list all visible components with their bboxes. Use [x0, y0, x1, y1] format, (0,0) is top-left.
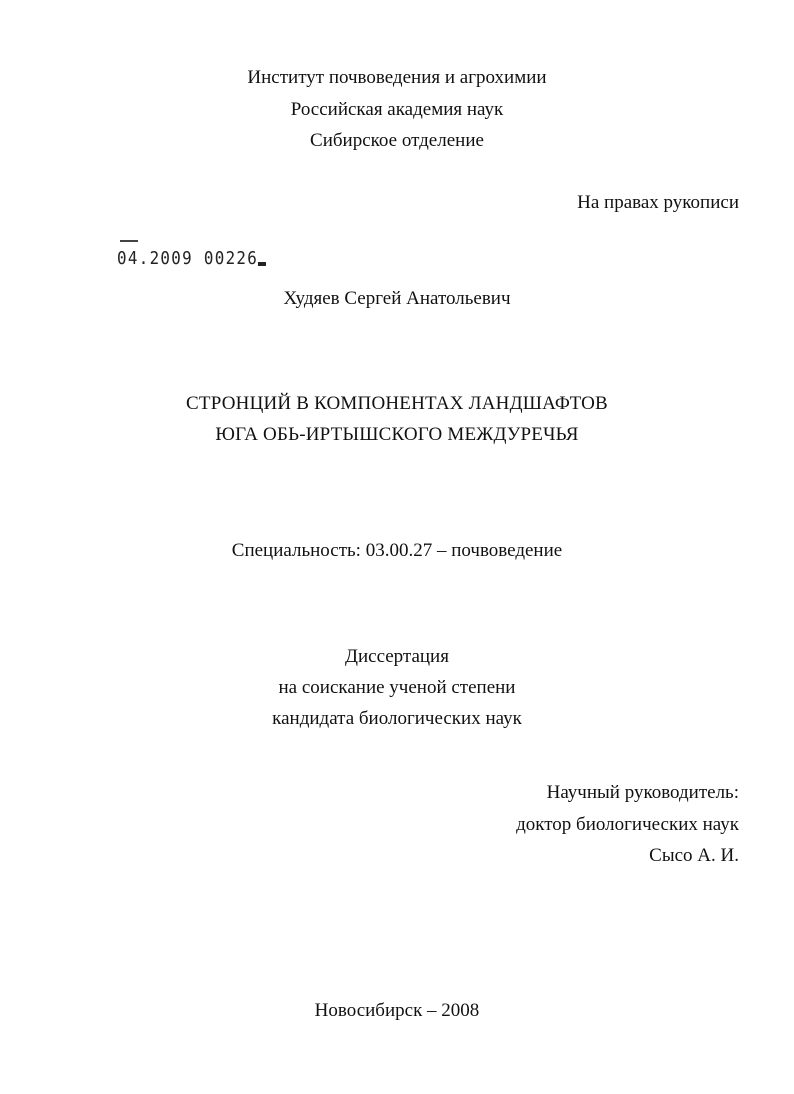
- academy-name: Российская академия наук: [290, 99, 504, 120]
- specialty: Специальность: 03.00.27 – почвоведение: [231, 540, 563, 561]
- dissertation-title-line-2: ЮГА ОБЬ-ИРТЫШСКОГО МЕЖДУРЕЧЬЯ: [215, 424, 579, 445]
- supervisor-degree: доктор биологических наук: [516, 814, 739, 835]
- supervisor-label: Научный руководитель:: [546, 782, 739, 803]
- dissertation-label: Диссертация: [345, 646, 449, 667]
- author-name: Худяев Сергей Анатольевич: [283, 288, 511, 309]
- manuscript-note: На правах рукописи: [577, 192, 739, 213]
- registration-stamp: 04.2009 00226: [117, 248, 259, 269]
- city-year: Новосибирск – 2008: [314, 1000, 480, 1021]
- institute-name: Институт почвоведения и агрохимии: [247, 67, 547, 88]
- degree-name: кандидата биологических наук: [272, 708, 522, 729]
- stamp-dot: [258, 262, 266, 266]
- dissertation-title-line-1: СТРОНЦИЙ В КОМПОНЕНТАХ ЛАНДШАФТОВ: [186, 393, 608, 414]
- branch-name: Сибирское отделение: [310, 130, 484, 151]
- supervisor-name: Сысо А. И.: [649, 845, 739, 866]
- degree-purpose: на соискание ученой степени: [278, 677, 516, 698]
- stamp-mark: [120, 240, 138, 242]
